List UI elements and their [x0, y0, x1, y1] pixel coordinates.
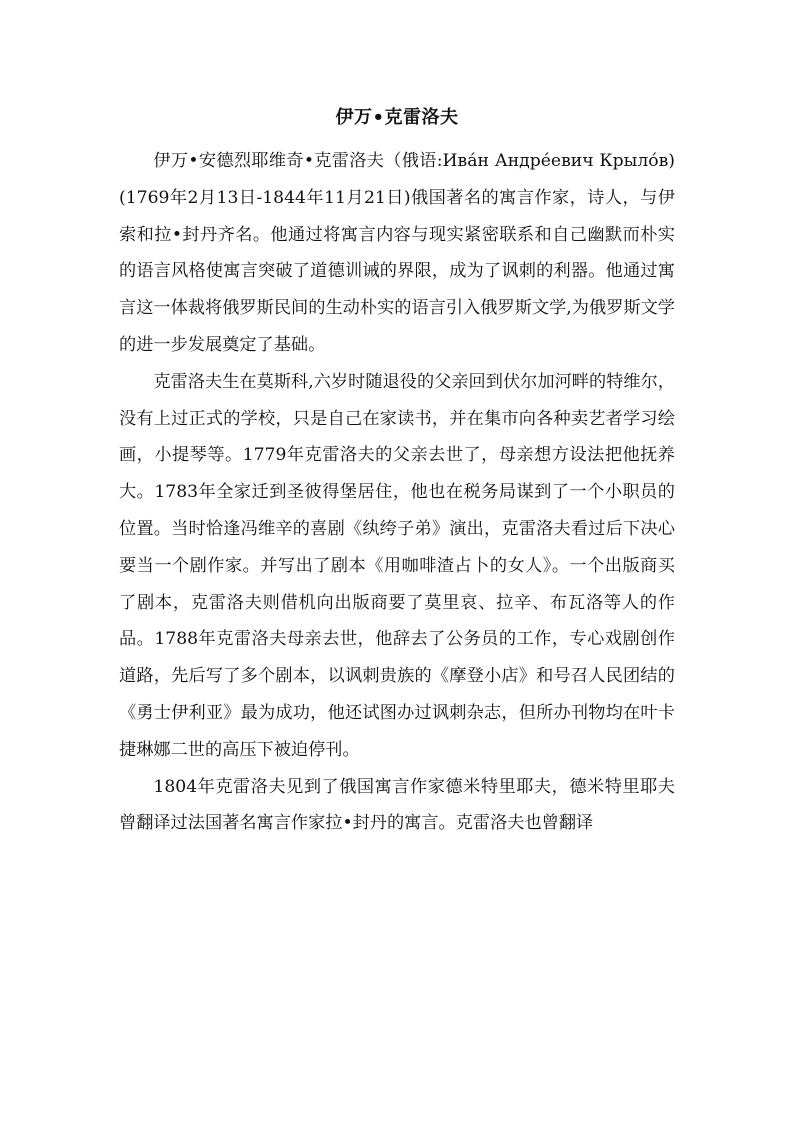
paragraph-intro: 伊万•安德烈耶维奇•克雷洛夫（俄语:Ива́н Андре́евич Крыло́в)(1769年2月13日-1844年11月21日)俄国著名的寓言作家，诗人，与伊索和拉•封丹齐名。他通过将寓言内容与现实紧密联系和自己幽默而朴实的语言风格使寓言突破了道德训诫的界限，成为了讽刺的利器。他通过寓言这一体裁将俄罗斯民间的生动朴实的语言引入俄罗斯文学,为俄罗斯文学的进一步发展奠定了基础。 — [119, 151, 675, 355]
paragraph-1804: 1804年克雷洛夫见到了俄国寓言作家德米特里耶夫，德米特里耶夫曾翻译过法国著名寓言作家拉•封丹的寓言。克雷洛夫也曾翻译 — [119, 776, 675, 834]
paragraph-early-life: 克雷洛夫生在莫斯科,六岁时随退役的父亲回到伏尔加河畔的特维尔，没有上过正式的学校，只是自己在家读书，并在集市向各种卖艺者学习绘画，小提琴等。1779年克雷洛夫的父亲去世了，母亲想方设法把他抚养大。1783年全家迁到圣彼得堡居住，他也在税务局谋到了一个小职员的位置。当时恰逢冯维辛的喜剧《纨绔子弟》演出，克雷洛夫看过后下决心要当一个剧作家。并写出了剧本《用咖啡渣占卜的女人》。一个出版商买了剧本，克雷洛夫则借机向出版商要了莫里哀、拉辛、布瓦洛等人的作品。1788年克雷洛夫母亲去世，他辞去了公务员的工作，专心戏剧创作道路，先后写了多个剧本，以讽刺贵族的《摩登小店》和号召人民团结的《勇士伊利亚》最为成功，他还试图办过讽刺杂志，但所办刊物均在叶卡捷琳娜二世的高压下被迫停刊。 — [119, 371, 675, 760]
document-body — [119, 143, 675, 842]
document-title: 伊万•克雷洛夫 — [335, 107, 459, 128]
